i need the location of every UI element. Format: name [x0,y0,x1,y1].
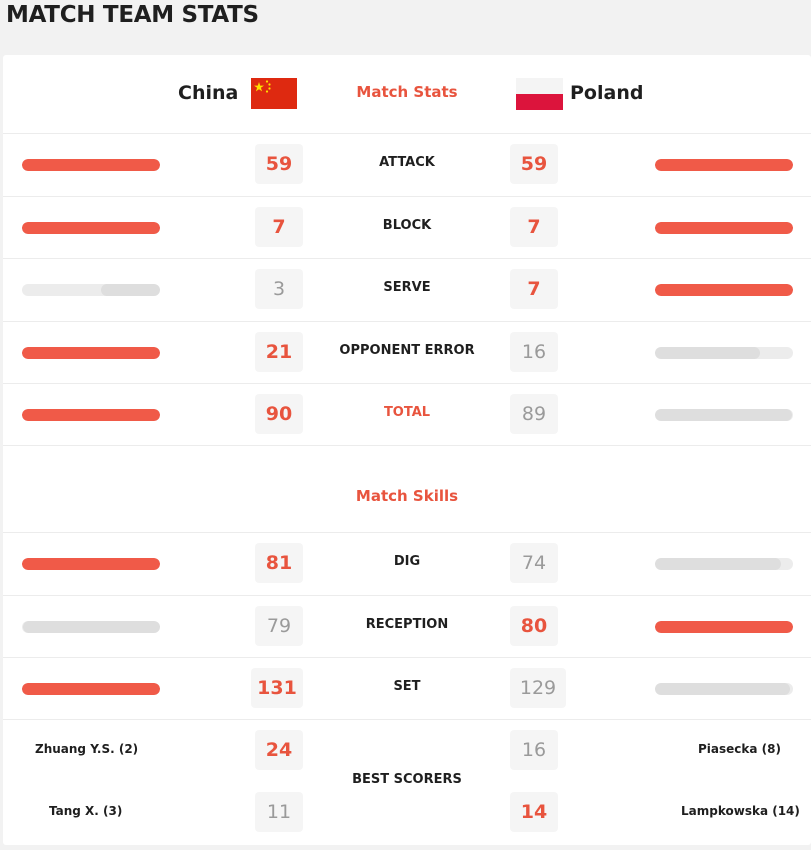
home-bar-track [22,222,160,234]
away-team-name: Poland [570,82,644,104]
stats-row-opponent-error [3,321,811,384]
away-bar-track [655,159,793,171]
away-value: 74 [510,543,558,583]
stat-label: SET [393,679,421,694]
away-bar-track [655,347,793,359]
match-skills-header-row [3,445,811,533]
teams-header-row [3,55,811,133]
away-value: 16 [510,332,558,372]
away-bar-fill [655,409,792,421]
stat-label: ATTACK [379,155,435,170]
stats-row-total [3,383,811,446]
home-value: 7 [255,207,303,247]
stat-label: DIG [393,554,421,569]
away-value: 129 [510,668,566,708]
match-skills-title: Match Skills [355,487,459,505]
away-value: 59 [510,144,558,184]
stat-label: OPPONENT ERROR [339,342,475,358]
stats-row-attack [3,133,811,196]
home-bar-fill [22,347,160,359]
stat-label: RECEPTION [365,616,449,632]
stat-label: BLOCK [382,217,432,233]
away-bar-track [655,284,793,296]
away-scorer-1-value: 16 [510,730,558,770]
home-bar-track [22,683,160,695]
stats-card [3,55,811,845]
home-bar-track [22,347,160,359]
away-bar-fill [655,347,760,359]
home-bar-track [22,621,160,633]
match-stats-title: Match Stats [356,83,458,101]
away-bar-fill [655,558,781,570]
away-bar-track [655,409,793,421]
home-value: 79 [255,606,303,646]
away-value: 7 [510,269,558,309]
away-bar-track [655,621,793,633]
best-scorers-row [3,719,811,846]
home-bar-fill [22,159,160,171]
home-bar-fill [22,683,160,695]
away-value: 89 [510,394,558,434]
skills-row-reception [3,595,811,658]
skills-row-dig [3,532,811,595]
home-bar-track [22,558,160,570]
away-bar-fill [655,159,793,171]
home-value: 131 [251,668,303,708]
home-scorer-1-value: 24 [255,730,303,770]
home-bar-fill [22,558,160,570]
away-bar-fill [655,222,793,234]
away-scorer-2-name: Lampkowska (14) [681,804,800,818]
page-title: MATCH TEAM STATS [6,2,259,28]
stat-label: SERVE [383,280,431,295]
away-bar-fill [655,284,793,296]
away-bar-track [655,683,793,695]
stats-row-serve [3,258,811,321]
home-scorer-2-value: 11 [255,792,303,832]
away-bar-track [655,558,793,570]
home-bar-fill [22,409,160,421]
home-bar-track [22,284,160,296]
home-scorer-1-name: Zhuang Y.S. (2) [35,742,139,756]
away-scorer-2-value: 14 [510,792,558,832]
away-value: 7 [510,207,558,247]
away-bar-fill [655,683,790,695]
away-value: 80 [510,606,558,646]
home-value: 90 [255,394,303,434]
home-bar-fill [101,284,160,296]
home-bar-fill [23,621,160,633]
home-value: 21 [255,332,303,372]
away-bar-track [655,222,793,234]
home-bar-track [22,159,160,171]
home-team-name: China [178,82,239,104]
poland-flag-icon [516,78,563,110]
away-scorer-1-name: Piasecka (8) [698,742,781,756]
home-bar-track [22,409,160,421]
home-value: 59 [255,144,303,184]
home-bar-fill [22,222,160,234]
best-scorers-label: BEST SCORERS [352,772,462,787]
stats-row-block [3,196,811,259]
home-value: 81 [255,543,303,583]
home-value: 3 [255,269,303,309]
away-bar-fill [655,621,793,633]
home-scorer-2-name: Tang X. (3) [49,804,123,818]
skills-row-set [3,657,811,720]
stat-label: TOTAL [383,405,431,420]
